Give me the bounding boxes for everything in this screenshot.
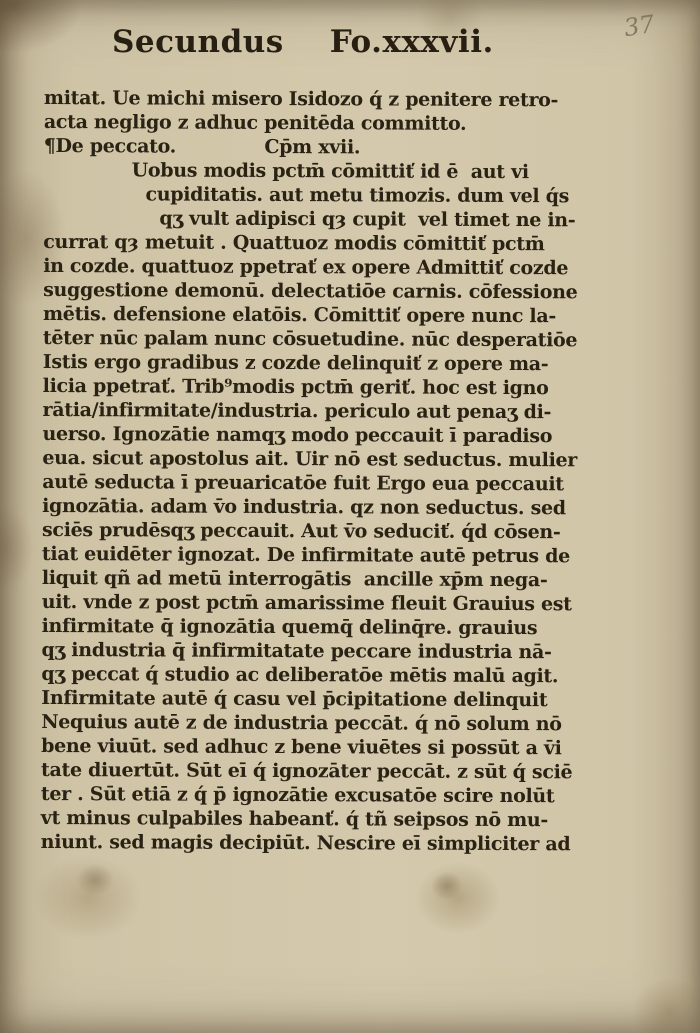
running-header-section: Secundus <box>112 24 284 60</box>
text-line: Uobus modis pctm̄ cōmittiť id ē aut vi <box>131 159 529 184</box>
text-line: ter . Sūt etiā z q́ p̄ ignozātie excusatōe scire nolūt <box>40 782 555 808</box>
text-line: mētis. defensione elatōis. Cōmittiť opere nunc la- <box>42 302 557 328</box>
text-line: tēter nūc palam nunc cōsuetudine. nūc desperatiōe <box>42 326 578 352</box>
text-line: autē seducta ī preuaricatōe fuit Ergo eua peccauit <box>42 470 564 496</box>
text-line: mitat. Ue michi misero Isidozo q́ z penitere retro- <box>43 86 559 112</box>
text-line: ¶De peccato. Cp̄m xvii. <box>43 134 361 159</box>
running-header-folio: Fo.xxxvii. <box>329 24 494 60</box>
text-line: liquit qñ ad metū interrogātis ancille xp̄m nega- <box>41 566 548 592</box>
text-line: qʒ vult adipisci qȝ cupit vel timet ne in- <box>159 207 576 232</box>
text-line: Nequius autē z de industria peccāt. q́ nō solum nō <box>41 710 562 736</box>
running-header <box>112 24 494 60</box>
text-line: sciēs prudēsqʒ peccauit. Aut v̄o seduciť. q́d cōsen- <box>42 518 561 544</box>
text-line: bene viuūt. sed adhuc z bene viuētes si possūt a v̄i <box>41 734 562 760</box>
text-line: eua. sicut apostolus ait. Uir nō est seductus. mulier <box>42 446 578 472</box>
text-line: qʒ peccat q́ studio ac deliberatōe mētis malū agit. <box>41 662 559 688</box>
text-line: niunt. sed magis decipiūt. Nescire eī simpliciter ad <box>40 830 571 856</box>
body-text-block <box>41 86 650 857</box>
handwritten-folio-number: 37 <box>621 9 657 43</box>
text-line: infirmitate q̄ ignozātia quemq̄ delinq̄re. grauius <box>41 614 538 640</box>
text-line: qʒ industria q̄ infirmitatate peccare industria nā- <box>41 638 552 664</box>
text-line: uit. vnde z post pctm̄ amarissime fleuit Grauius est <box>41 590 572 616</box>
text-line: licia ppetrať. Trib⁹modis pctm̄ geriť. hoc est igno <box>42 374 549 400</box>
text-line: cupiditatis. aut metu timozis. dum vel q́s <box>145 183 570 208</box>
text-line: suggestione demonū. delectatiōe carnis. cōfessione <box>43 278 578 304</box>
text-line: acta negligo z adhuc penitēda committo. <box>43 110 467 135</box>
text-line: tiat euidēter ignozat. De infirmitate autē petrus de <box>41 542 570 568</box>
text-line: rātia/infirmitate/industria. periculo aut penaʒ di- <box>42 398 552 424</box>
text-line: vt minus culpabiles habeanť. q́ tñ seipsos nō mu- <box>40 806 549 832</box>
text-line: Infirmitate autē q́ casu vel p̄cipitatione delinquit <box>41 686 548 712</box>
text-line: ignozātia. adam v̄o industria. qz non seductus. sed <box>42 494 566 520</box>
text-line: currat qȝ metuit . Quattuoz modis cōmittiť pctm̄ <box>43 230 545 256</box>
text-line: tate diuertūt. Sūt eī q́ ignozāter peccāt. z sūt q́ sciē <box>40 758 573 784</box>
text-line: uerso. Ignozātie namqʒ modo peccauit ī paradiso <box>42 422 553 448</box>
text-line: in cozde. quattuoz ppetrať ex opere Admittiť cozde <box>43 254 569 280</box>
text-line: Istis ergo gradibus z cozde delinquiť z opere ma- <box>42 350 549 376</box>
